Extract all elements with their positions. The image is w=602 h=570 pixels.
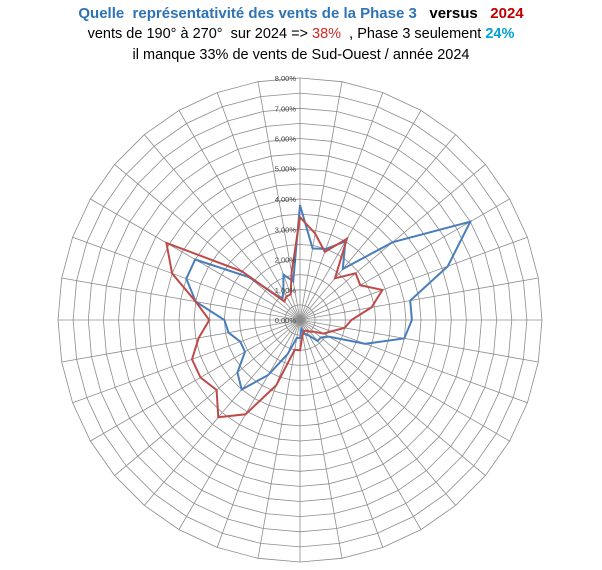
r-tick-label: 5,00%: [274, 164, 296, 174]
grid-spoke: [73, 320, 300, 403]
radar-tick-labels: [275, 74, 297, 325]
r-tick-label: 0,00%: [274, 316, 296, 325]
r-tick-label: 2,00%: [274, 255, 296, 265]
subtitle-range-text: vents de 190° à 270° sur 2024 =>: [87, 26, 313, 42]
grid-spoke: [300, 320, 383, 547]
r-tick-label: 6,00%: [274, 134, 296, 144]
subtitle-value-phase3: 24%: [485, 26, 515, 42]
subtitle-value-2024: 38%: [312, 26, 342, 42]
grid-spoke: [300, 135, 456, 320]
r-tick-label: 1,00%: [274, 285, 296, 295]
grid-spoke: [300, 320, 456, 505]
radar-grid: [58, 78, 542, 562]
grid-spoke: [144, 320, 300, 505]
grid-spoke: [115, 320, 300, 476]
radar-series: [166, 205, 470, 417]
subtitle-phase3-text: , Phase 3 seulement: [341, 26, 486, 42]
grid-spoke: [300, 320, 527, 403]
title-year-text: 2024: [490, 5, 524, 22]
grid-spoke: [300, 320, 485, 476]
r-tick-label: 3,00%: [274, 225, 296, 235]
title-versus-text: versus: [429, 5, 478, 22]
grid-spoke: [300, 93, 383, 320]
grid-spoke: [115, 164, 300, 320]
r-tick-label: 7,00%: [274, 104, 296, 114]
title-phase3-text: Quelle représentativité des vents de la Phase 3: [78, 5, 417, 22]
title-line-3: il manque 33% de vents de Sud-Ouest / année 2024: [132, 47, 470, 63]
r-tick-label: 8,00%: [274, 74, 296, 83]
r-tick-label: 4,00%: [274, 195, 296, 204]
